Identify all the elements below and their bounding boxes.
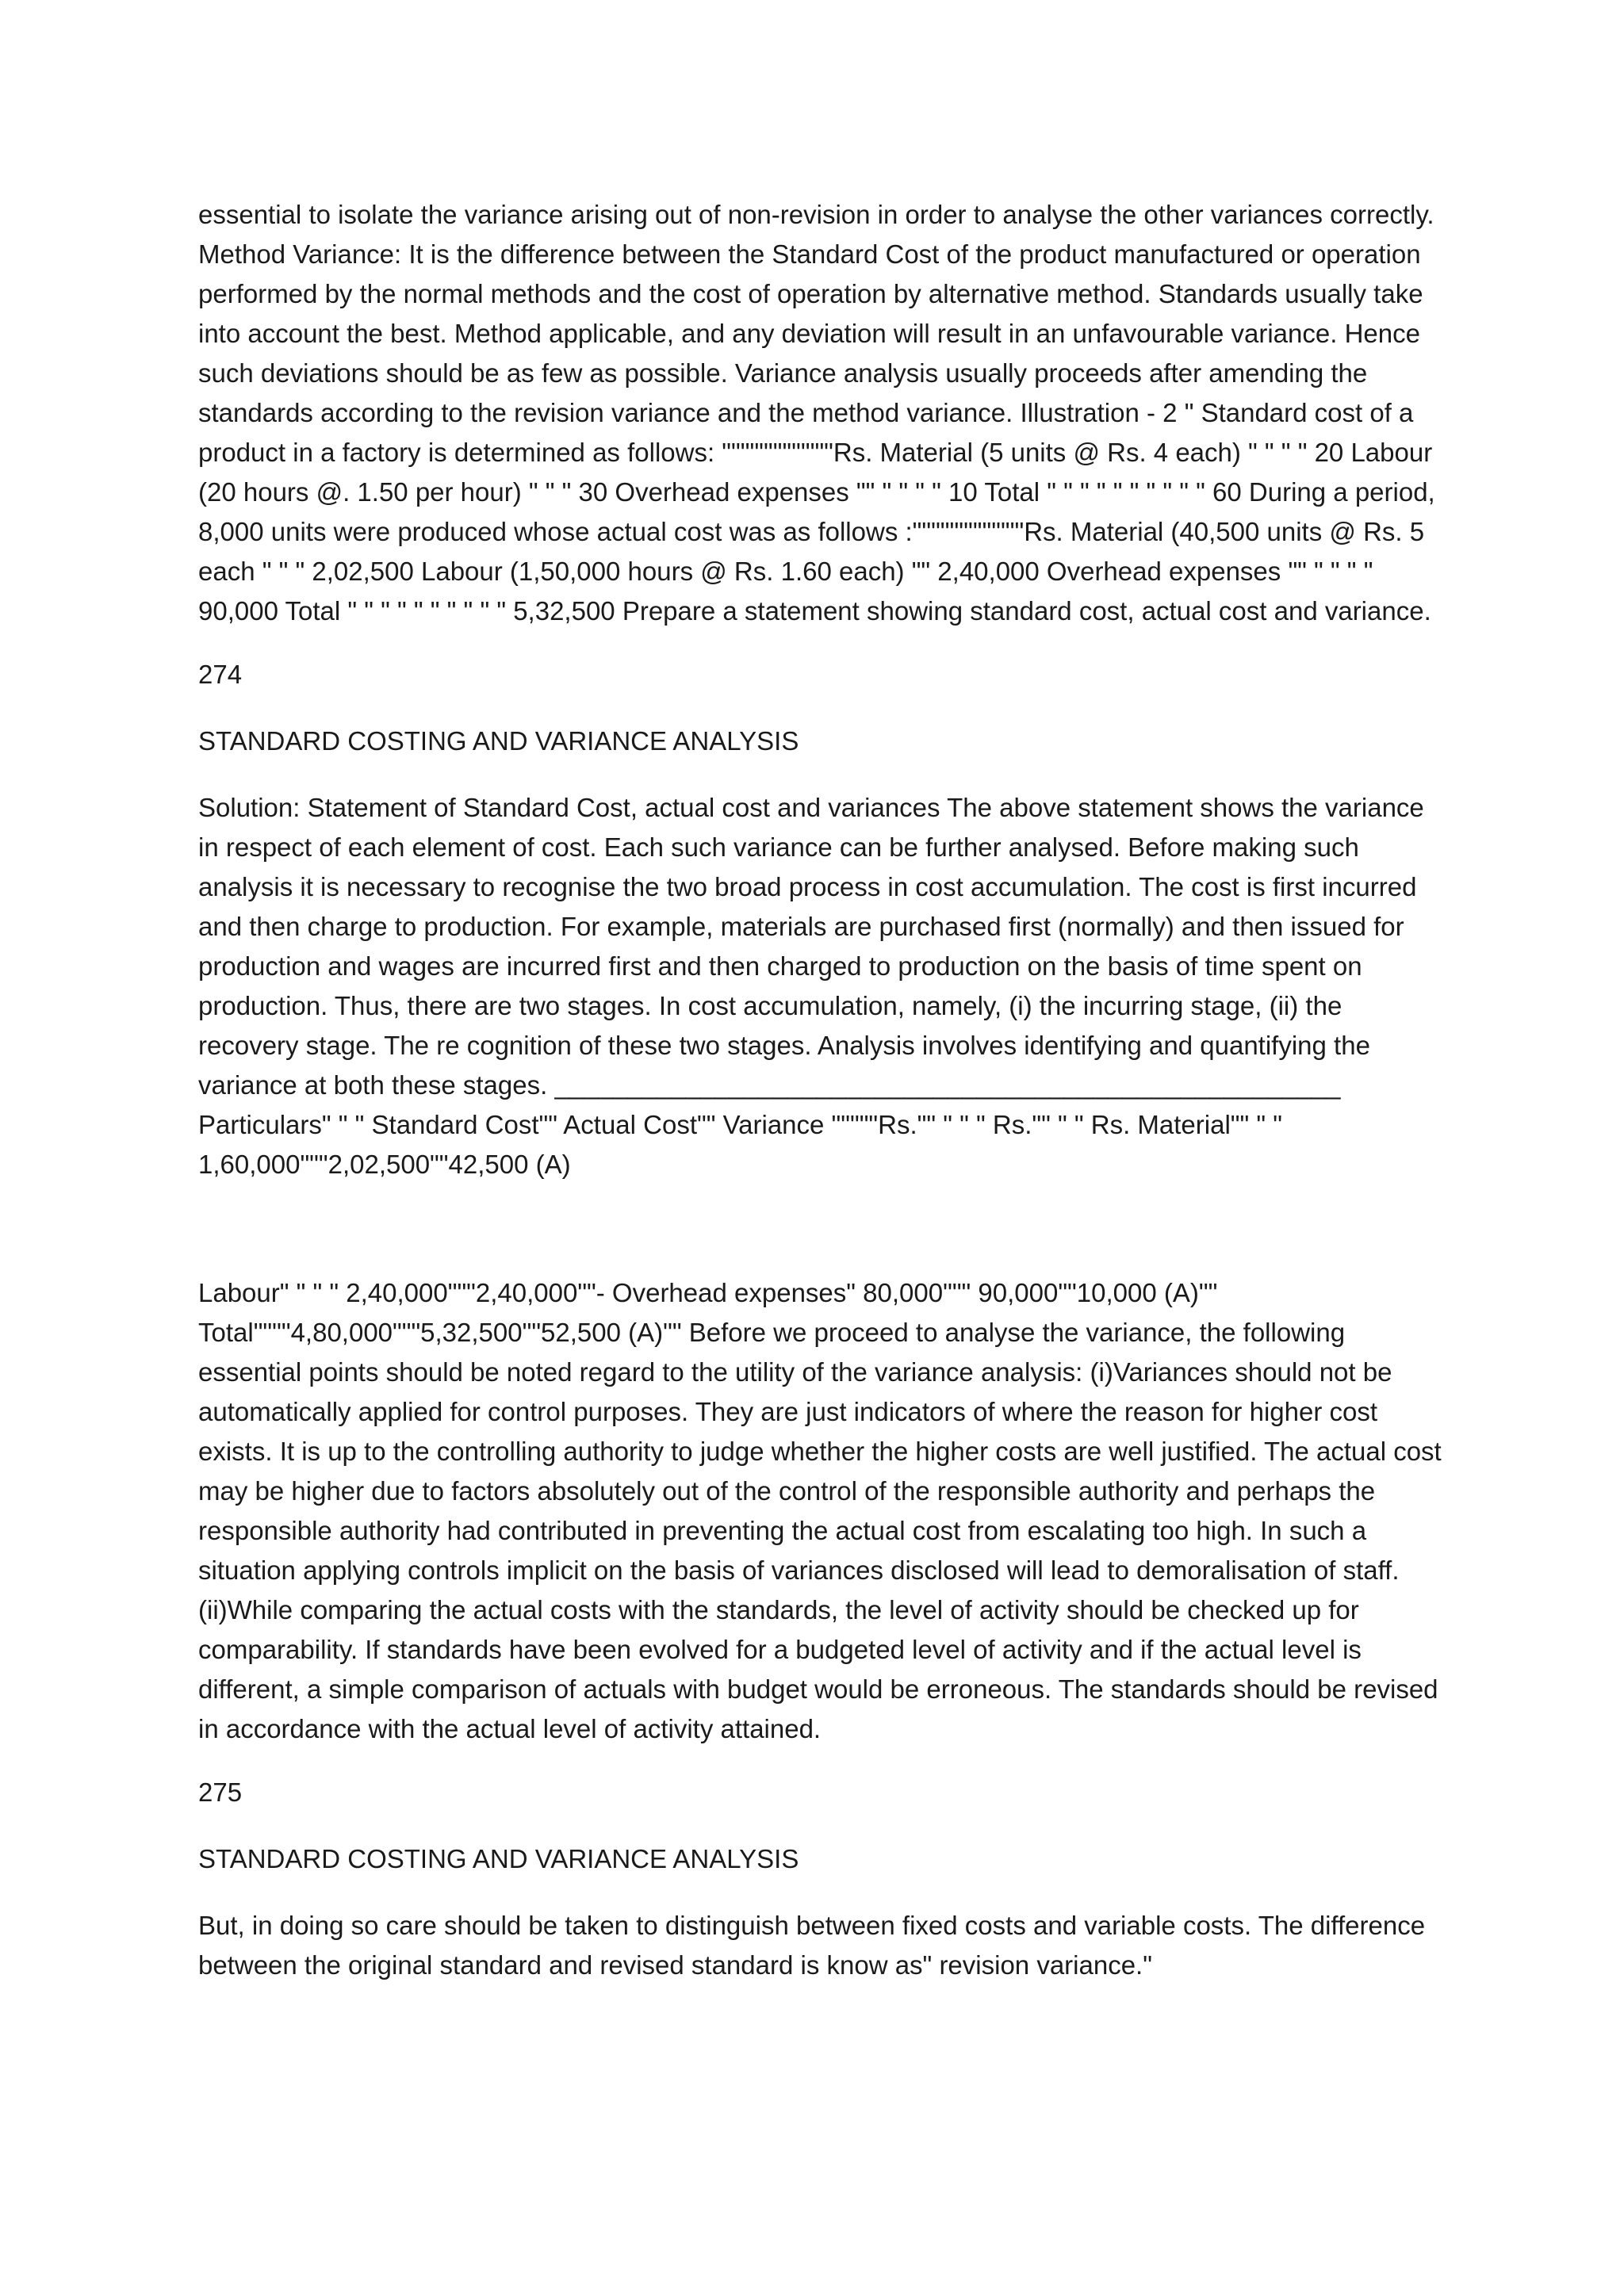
paragraph-method-variance: essential to isolate the variance arising out of non-revision in order to analyse the other variances correctly. Method Variance: It is the difference between the Standard Cost of the product manufactured or operation performed by the normal methods and the cost of operation by alternative method. Standards usually take into account the best. Method applicable, and any deviation will result in an unfavourable variance. Hence such deviations should be as few as possible. Variance analysis usually proceeds after amending the standards according to the revision variance and the method variance. Illustration - 2 " Standard cost of a product in a factory is determined as follows: """"""""""""Rs. Material (5 units @ Rs. 4 each) " " " " 20 Labour (20 hours @. 1.50 per hour) " " " 30 Overhead expenses "" " " " " 10 Total " " " " " " " " " " 60 During a period, 8,000 units were produced whose actual cost was as follows :""""""""""""Rs. Material (40,500 units @ Rs. 5 each " " " 2,02,500 Labour (1,50,000 hours @ Rs. 1.60 each) "" 2,40,000 Overhead expenses "" " " " " 90,000 Total " " " " " " " " " " 5,32,500 Prepare a statement showing standard cost, actual cost and variance. — [198, 200, 1435, 626]
document-page — [198, 195, 1443, 1985]
running-header: STANDARD COSTING AND VARIANCE ANALYSIS — [198, 726, 799, 756]
running-header: STANDARD COSTING AND VARIANCE ANALYSIS — [198, 1844, 799, 1873]
page-number: 274 — [198, 660, 243, 689]
paragraph-revision-variance: But, in doing so care should be taken to distinguish between fixed costs and variable costs. The difference between the original standard and revised standard is know as" revision variance." — [198, 1911, 1426, 1980]
page-number: 275 — [198, 1777, 243, 1807]
paragraph-solution: Solution: Statement of Standard Cost, actual cost and variances The above statement shows the variance in respect of each element of cost. Each such variance can be further analysed. Before making such analysis it is necessary to recognise the two broad process in cost accumulation. The cost is first incurred and then charge to production. For example, materials are purchased first (normally) and then issued for production and wages are incurred first and then charged to production on the basis of time spent on production. Thus, there are two stages. In cost accumulation, namely, (i) the incurring stage, (ii) the recovery stage. The re cognition of these two stages. Analysis involves identifying and quantifying the variance at both these stages. ______________________________________________________ Particulars" " " Standard Cost"" Actual Cost"" Variance """""Rs."" " " " Rs."" " " Rs. Material"" " " 1,60,000"""2,02,500""42,500 (A) — [198, 793, 1424, 1179]
paragraph-utility-of-variance-analysis: Labour" " " " 2,40,000"""2,40,000""- Overhead expenses" 80,000""" 90,000""10,000 (A)"" Total""""4,80,000"""5,32,500""52,500 (A)"" Before we proceed to analyse the variance, the following essential points should be noted regard to the utility of the variance analysis: (i)Variances should not be automatically applied for control purposes. They are just indicators of where the reason for higher cost exists. It is up to the controlling authority to judge whether the higher costs are well justified. The actual cost may be higher due to factors absolutely out of the control of the responsible authority and perhaps the responsible authority had contributed in preventing the actual cost from escalating too high. In such a situation applying controls implicit on the basis of variances disclosed will lead to demoralisation of staff. (ii)While comparing the actual costs with the standards, the level of activity should be checked up for comparability. If standards have been evolved for a budgeted level of activity and if the actual level is different, a simple comparison of actuals with budget would be erroneous. The standards should be revised in accordance with the actual level of activity attained. — [198, 1278, 1442, 1743]
